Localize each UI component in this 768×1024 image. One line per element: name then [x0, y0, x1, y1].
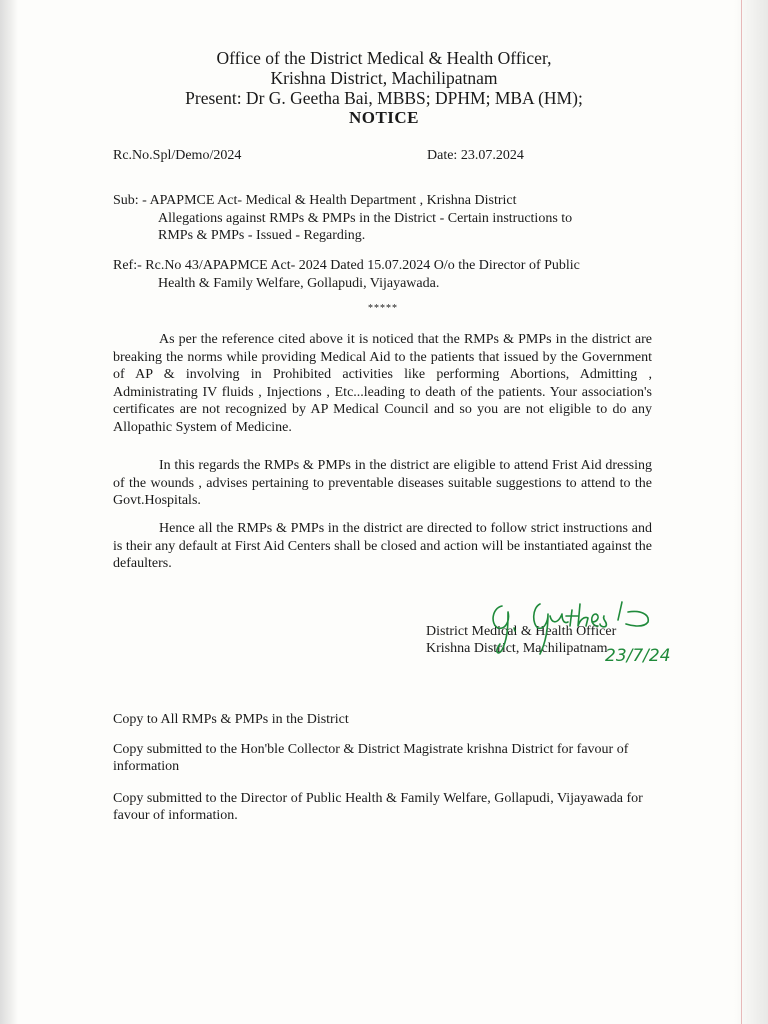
scan-margin-line — [741, 0, 742, 1024]
office-location: Krishna District, Machilipatnam — [270, 68, 498, 88]
reference-block — [113, 257, 673, 292]
separator: ***** — [368, 303, 398, 314]
copy-to-2: Copy submitted to the Hon'ble Collector & District Magistrate krishna District for favour of information — [113, 742, 629, 774]
subject-block — [113, 192, 673, 245]
subject-line-2: Allegations against RMPs & PMPs in the District - Certain instructions to — [158, 210, 573, 226]
copy-to-1: Copy to All RMPs & PMPs in the District — [113, 712, 349, 727]
paragraph-1: As per the reference cited above it is noticed that the RMPs & PMPs in the district are breaking the norms while providing Medical Aid to the patients that issued by the Government of AP & involving in Prohibited activities like performing Abortions, Admitting , Administrating IV fluids , Injections , Etc...leading to death of the patients. Your association's certificates are not recognized by AP Medical Council and so you are not eligible to do any Allopathic System of Medicine. — [113, 332, 652, 435]
officer-present: Present: Dr G. Geetha Bai, MBBS; DPHM; MBA (HM); — [185, 88, 583, 108]
handwritten-date: 23/7/24 — [605, 646, 671, 666]
notice-title: NOTICE — [348, 108, 420, 127]
handwritten-signature — [478, 598, 693, 668]
copy-to-3: Copy submitted to the Director of Public Health & Family Welfare, Gollapudi, Vijayawada for favour of information. — [113, 791, 643, 823]
subject-line-3: RMPs & PMPs - Issued - Regarding. — [158, 228, 366, 243]
scan-edge-right — [734, 0, 768, 1024]
paragraph-3: Hence all the RMPs & PMPs in the district are directed to follow strict instructions and is their any default at First Aid Centers shall be closed and action will be instantiated against the defaulters. — [113, 521, 652, 571]
scan-edge-left — [0, 0, 18, 1024]
signatory-location: Krishna District, Machilipatnam — [426, 641, 608, 656]
paragraph-2: In this regards the RMPs & PMPs in the district are eligible to attend Frist Aid dressing of the wounds , advises pertaining to preventable diseases suitable suggestions to attend to the Govt.Hospitals. — [113, 458, 652, 508]
letterhead — [0, 48, 768, 128]
notice-date: Date: 23.07.2024 — [427, 148, 524, 163]
office-title: Office of the District Medical & Health Officer, — [216, 48, 552, 68]
reference-line-2: Health & Family Welfare, Gollapudi, Vijayawada. — [158, 275, 440, 291]
subject-line-1: Sub: - APAPMCE Act- Medical & Health Department , Krishna District — [113, 193, 517, 208]
reference-number: Rc.No.Spl/Demo/2024 — [113, 148, 242, 163]
reference-line-1: Ref:- Rc.No 43/APAPMCE Act- 2024 Dated 15.07.2024 O/o the Director of Public — [113, 258, 580, 273]
signatory-title: District Medical & Health Officer — [426, 624, 617, 639]
